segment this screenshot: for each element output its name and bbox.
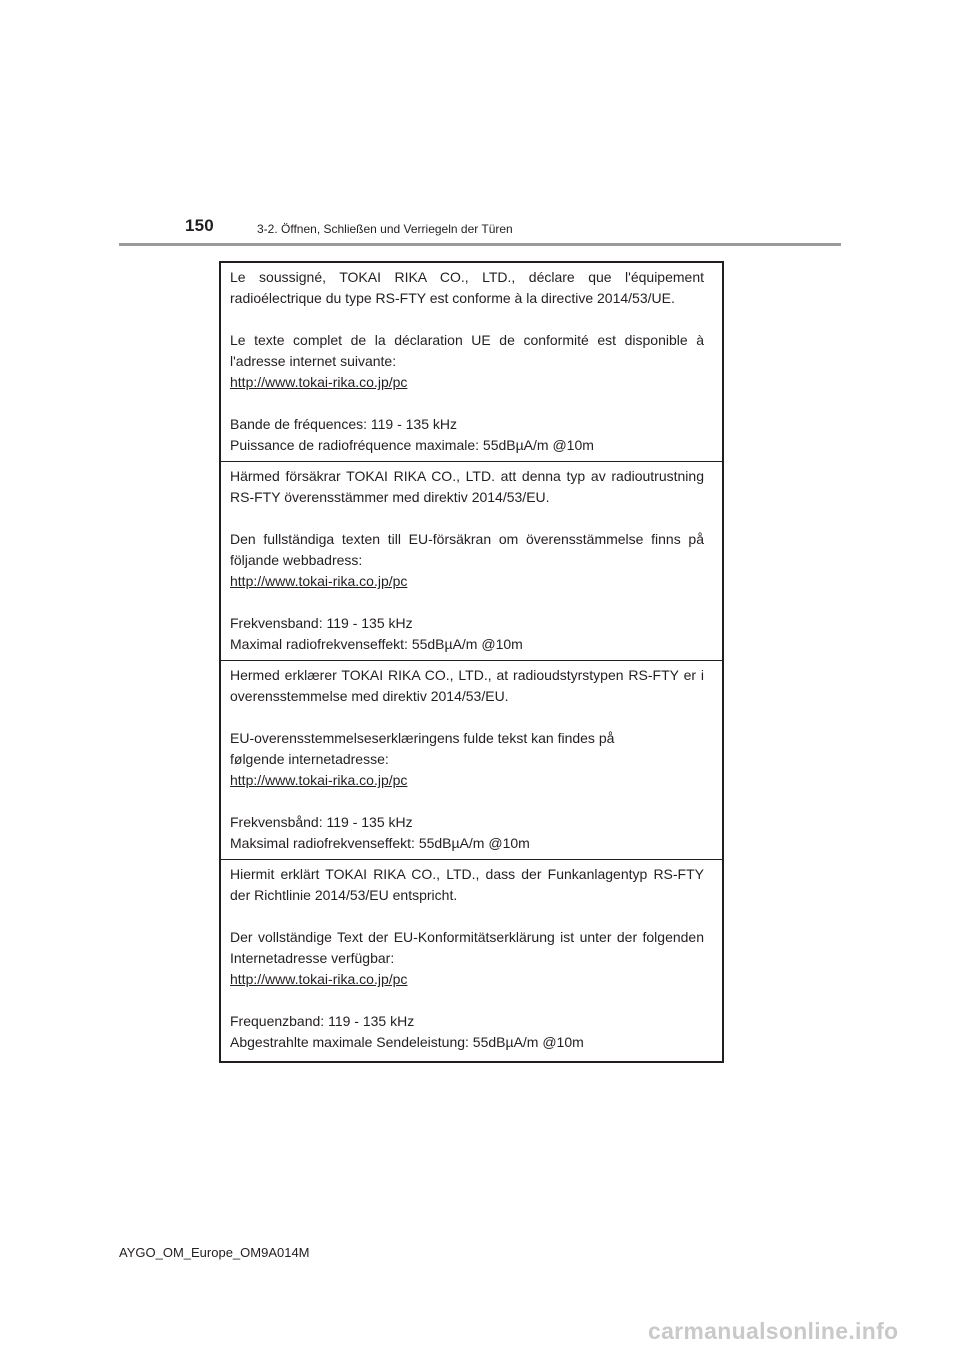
paragraph-gap — [230, 309, 704, 330]
footer-document-code: AYGO_OM_Europe_OM9A014M — [119, 1245, 310, 1260]
max-power: Puissance de radiofréquence maximale: 55dBµA/m @10m — [230, 437, 594, 453]
paragraph-gap — [230, 592, 704, 613]
max-power: Maksimal radiofrekvenseffekt: 55dBµA/m @10m — [230, 835, 530, 851]
conformity-statement: Le soussigné, TOKAI RIKA CO., LTD., déclare que l'équipement radioélectrique du type RS-FTY est conforme à la directive 2014/53/UE. — [230, 269, 704, 306]
paragraph-gap — [230, 707, 704, 728]
frequency-band: Bande de fréquences: 119 - 135 kHz — [230, 416, 458, 432]
header-rule — [119, 243, 841, 246]
paragraph-gap — [230, 990, 704, 1011]
declaration-block-french — [221, 263, 722, 462]
site-watermark: carmanualsonline.info — [648, 1318, 899, 1344]
conformity-statement: Hermed erklærer TOKAI RIKA CO., LTD., at radioudstyrstypen RS-FTY er i overensstemmelse med direktiv 2014/53/EU. — [230, 667, 704, 704]
declaration-block-swedish — [221, 462, 722, 661]
paragraph-gap — [230, 393, 704, 414]
paragraph-gap — [230, 508, 704, 529]
declaration-url-link[interactable]: http://www.tokai-rika.co.jp/pc — [230, 374, 408, 390]
declaration-table — [219, 261, 724, 1063]
declaration-url-link[interactable]: http://www.tokai-rika.co.jp/pc — [230, 971, 408, 987]
paragraph-gap — [230, 906, 704, 927]
frequency-band: Frekvensbånd: 119 - 135 kHz — [230, 814, 413, 830]
max-power: Maximal radiofrekvenseffekt: 55dBµA/m @10m — [230, 636, 523, 652]
page-number: 150 — [185, 216, 214, 235]
section-title: 3-2. Öffnen, Schließen und Verriegeln der Türen — [257, 222, 513, 236]
conformity-statement: Härmed försäkrar TOKAI RIKA CO., LTD. att denna typ av radioutrustning RS-FTY överensstämmer med direktiv 2014/53/EU. — [230, 468, 704, 505]
frequency-band: Frequenzband: 119 - 135 kHz — [230, 1013, 415, 1029]
declaration-availability: Der vollständige Text der EU-Konformitätserklärung ist unter der folgenden Internetadresse verfügbar: — [230, 929, 704, 966]
declaration-url-link[interactable]: http://www.tokai-rika.co.jp/pc — [230, 772, 408, 788]
declaration-availability: Le texte complet de la déclaration UE de conformité est disponible à l'adresse internet suivante: — [230, 332, 704, 369]
frequency-band: Frekvensband: 119 - 135 kHz — [230, 615, 413, 631]
conformity-statement: Hiermit erklärt TOKAI RIKA CO., LTD., dass der Funkanlagentyp RS-FTY der Richtlinie 2014/53/EU entspricht. — [230, 866, 704, 903]
declaration-availability: Den fullständiga texten till EU-försäkran om överensstämmelse finns på följande webbadress: — [230, 531, 704, 568]
declaration-url-link[interactable]: http://www.tokai-rika.co.jp/pc — [230, 573, 408, 589]
declaration-block-german — [221, 860, 722, 1061]
declaration-availability-line-1: EU-overensstemmelseserklæringens fulde tekst kan findes på — [230, 730, 615, 746]
declaration-availability-line-2: følgende internetadresse: — [230, 751, 389, 767]
paragraph-gap — [230, 791, 704, 812]
declaration-block-danish — [221, 661, 722, 860]
max-power: Abgestrahlte maximale Sendeleistung: 55dBµA/m @10m — [230, 1034, 584, 1050]
